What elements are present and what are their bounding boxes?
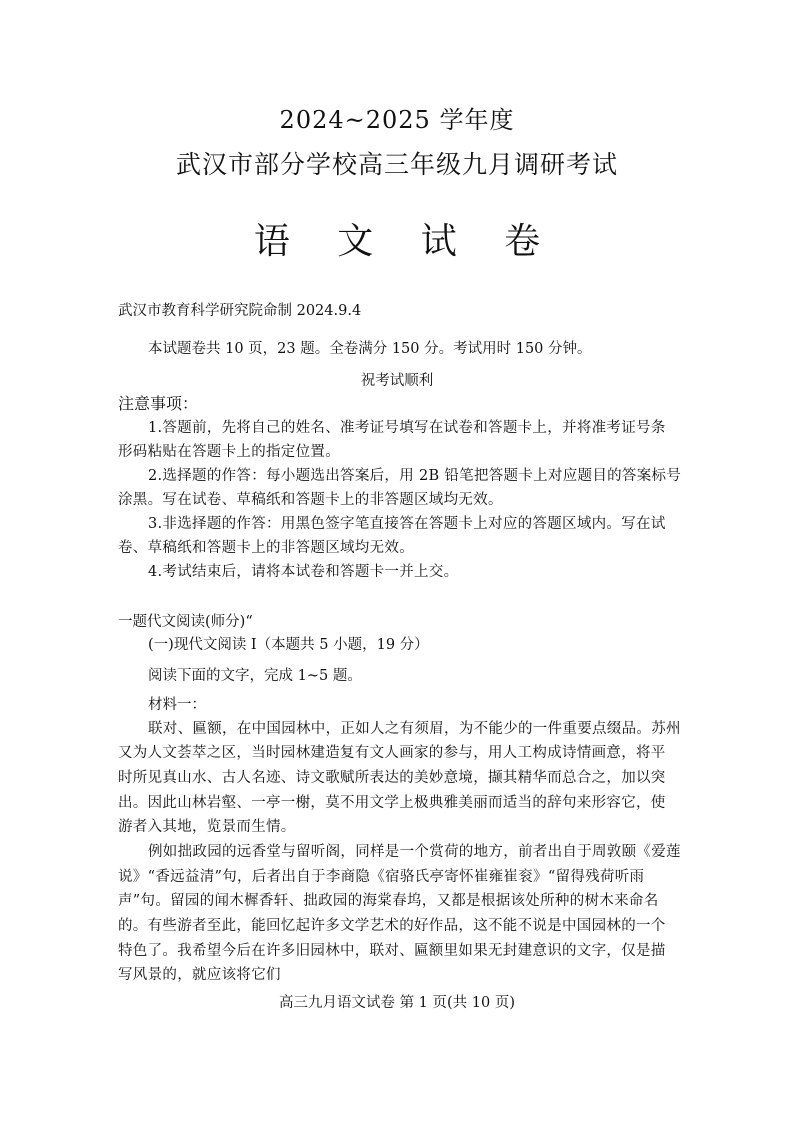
reading-instruction: 阅读下面的文字，完成 1~5 题。 (148, 668, 362, 684)
academic-year: 2024~2025 学年度 (279, 106, 515, 134)
paragraph-line: 说》“香远益清”句，后者出自于李商隐《宿骆氏亭寄怀崔雍崔衮》“留得残荷听雨 (118, 869, 645, 885)
notice-line: 4.考试结束后，请将本试卷和答题卡一并上交。 (148, 564, 459, 580)
subject-title: 语 文 试 卷 (253, 221, 559, 262)
page-footer: 高三九月语文试卷 第 1 页(共 10 页) (278, 995, 516, 1011)
notice-line: 3.非选择题的作答：用黑色签字笔直接答在答题卡上对应的答题区域内。写在试 (148, 516, 666, 532)
paragraph-line: 的。有些游者至此，能回忆起许多文学艺术的好作品，这不能不说是中国园林的一个 (118, 918, 666, 934)
exam-summary: 本试题卷共 10 页，23 题。全卷满分 150 分。考试用时 150 分钟。 (148, 341, 592, 357)
material-label: 材料一： (148, 697, 206, 713)
notice-line: 1.答题前，先将自己的姓名、准考证号填写在试卷和答题卡上，并将准考证号条 (148, 420, 666, 436)
notice-line: 2.选择题的作答：每小题选出答案后，用 2B 铅笔把答题卡上对应题目的答案标号 (148, 468, 682, 484)
issuer-line: 武汉市教育科学研究院命制 2024.9.4 (118, 303, 362, 319)
paragraph-line: 时所见真山水、古人名迹、诗文歌赋所表达的美妙意境，撷其精华而总合之，加以突 (118, 770, 666, 786)
notice-line: 形码粘贴在答题卡上的指定位置。 (118, 444, 340, 460)
exam-title: 武汉市部分学校高三年级九月调研考试 (175, 150, 618, 179)
notice-line: 卷、草稿纸和答题卡上的非答题区域均无效。 (118, 540, 414, 556)
notice-line: 涂黑。写在试卷、草稿纸和答题卡上的非答题区域均无效。 (118, 492, 503, 508)
paragraph-line: 例如拙政园的远香堂与留听阁，同样是一个赏荷的地方，前者出自于周敦颐《爱莲 (148, 844, 681, 860)
paragraph-line: 声”句。留园的闻木樨香轩、拙政园的海棠春坞，又都是根据该处所种的树木来命名 (118, 893, 659, 909)
paragraph-line: 又为人文荟萃之区，当时园林建造复有文人画家的参与，用人工构成诗情画意，将平 (118, 745, 666, 761)
paragraph-line: 特色了。我希望今后在许多旧园林中，联对、匾额里如果无封建意识的文字，仅是描 (118, 943, 666, 959)
paragraph-line: 游者入其地，览景而生情。 (118, 819, 296, 835)
paragraph-line: 出。因此山林岩壑、一亭一榭，莫不用文学上极典雅美丽而适当的辞句来形容它，使 (118, 795, 666, 811)
paragraph-line: 写风景的，就应该将它们 (118, 967, 281, 983)
notice-title: 注意事项： (118, 394, 199, 413)
good-luck: 祝考试顺利 (360, 373, 434, 389)
paragraph-line: 联对、匾额，在中国园林中，正如人之有须眉，为不能少的一件重要点缀品。苏州 (148, 721, 681, 737)
section-subheading: (一)现代文阅读 I（本题共 5 小题，19 分） (148, 637, 429, 653)
section-heading: 一题代文阅读(师分)“ (118, 614, 253, 630)
